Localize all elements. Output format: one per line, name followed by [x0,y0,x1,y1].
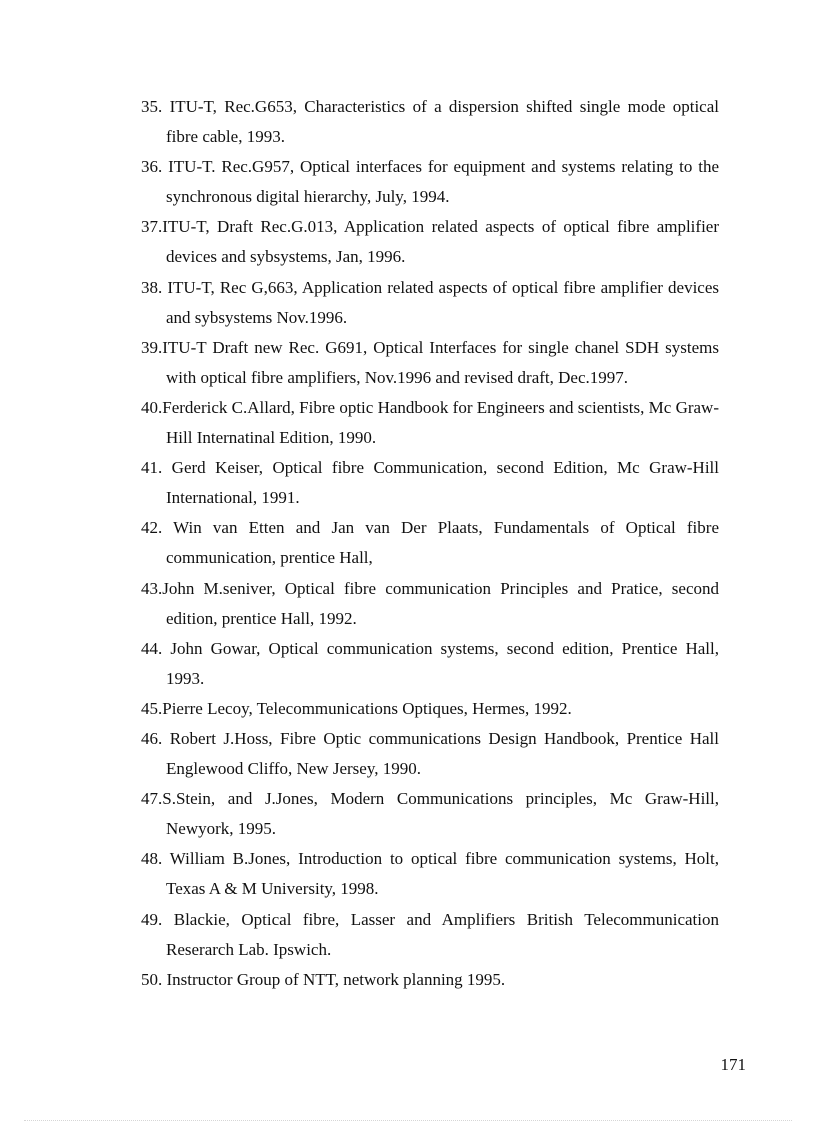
reference-text: Win van Etten and Jan van Der Plaats, Fundamentals of Optical fibre communication, prentice Hall, [162,518,719,568]
reference-item-48 [141,844,719,904]
reference-number: 49. [141,909,163,929]
reference-number: 47. [141,789,163,809]
reference-list [141,92,719,995]
reference-number: 36. [141,157,163,177]
reference-item-45 [141,694,719,724]
reference-item-36 [141,152,719,212]
reference-number: 46. [141,728,163,748]
reference-text: Robert J.Hoss, Fibre Optic communications Design Handbook, Prentice Hall Englewood Cliffo, New Jersey, 1990. [162,728,719,779]
reference-text: Pierre Lecoy, Telecommunications Optiques, Hermes, 1992. [162,698,572,718]
reference-text: Blackie, Optical fibre, Lasser and Amplifiers British Telecommunication Reserarch Lab. Ipswich. [162,909,719,959]
reference-item-46 [141,724,719,784]
reference-item-43 [141,574,719,634]
reference-text: Instructor Group of NTT, network planning 1995. [162,969,506,989]
reference-item-50 [141,965,719,995]
reference-item-40 [141,393,719,453]
reference-number: 44. [141,638,163,658]
reference-item-38 [141,273,719,333]
reference-text: William B.Jones, Introduction to optical fibre communication systems, Holt, Texas A & M University, 1998. [162,849,719,899]
reference-number: 43. [141,578,163,598]
page-number: 171 [720,1055,746,1074]
reference-text: ITU-T Draft new Rec. G691, Optical Interfaces for single chanel SDH systems with optical fibre amplifiers, Nov.1996 and revised draft, Dec.1997. [162,337,719,387]
reference-text: S.Stein, and J.Jones, Modern Communications principles, Mc Graw-Hill, Newyork, 1995. [162,789,719,839]
reference-text: Gerd Keiser, Optical fibre Communication, second Edition, Mc Graw-Hill International, 1991. [162,458,719,508]
reference-number: 37. [141,217,163,237]
reference-text: John M.seniver, Optical fibre communication Principles and Pratice, second edition, prentice Hall, 1992. [162,578,719,628]
reference-number: 42. [141,518,163,538]
reference-item-37 [141,212,719,272]
reference-number: 50. [141,969,163,989]
reference-number: 45. [141,698,163,718]
reference-item-41 [141,453,719,513]
reference-number: 35. [141,97,163,116]
reference-item-35 [141,92,719,152]
reference-number: 38. [141,277,163,297]
page-bottom-divider [24,1120,792,1121]
reference-text: ITU-T. Rec.G957, Optical interfaces for equipment and systems relating to the synchronous digital hierarchy, July, 1994. [162,157,719,207]
reference-number: 40. [141,397,163,417]
reference-item-39 [141,333,719,393]
reference-text: Ferderick C.Allard, Fibre optic Handbook for Engineers and scientists, Mc Graw-Hill Internatinal Edition, 1990. [162,397,719,448]
reference-item-49 [141,905,719,965]
reference-item-44 [141,634,719,694]
reference-text: ITU-T, Rec.G653, Characteristics of a dispersion shifted single mode optical fibre cable, 1993. [162,97,719,147]
reference-number: 48. [141,849,163,869]
reference-text: ITU-T, Rec G,663, Application related aspects of optical fibre amplifier devices and sybsystems Nov.1996. [162,277,719,327]
reference-item-47 [141,784,719,844]
reference-text: John Gowar, Optical communication systems, second edition, Prentice Hall, 1993. [162,638,719,688]
reference-number: 39. [141,337,163,357]
reference-number: 41. [141,458,163,478]
reference-text: ITU-T, Draft Rec.G.013, Application related aspects of optical fibre amplifier devices and sybsystems, Jan, 1996. [162,217,719,267]
reference-item-42 [141,513,719,573]
